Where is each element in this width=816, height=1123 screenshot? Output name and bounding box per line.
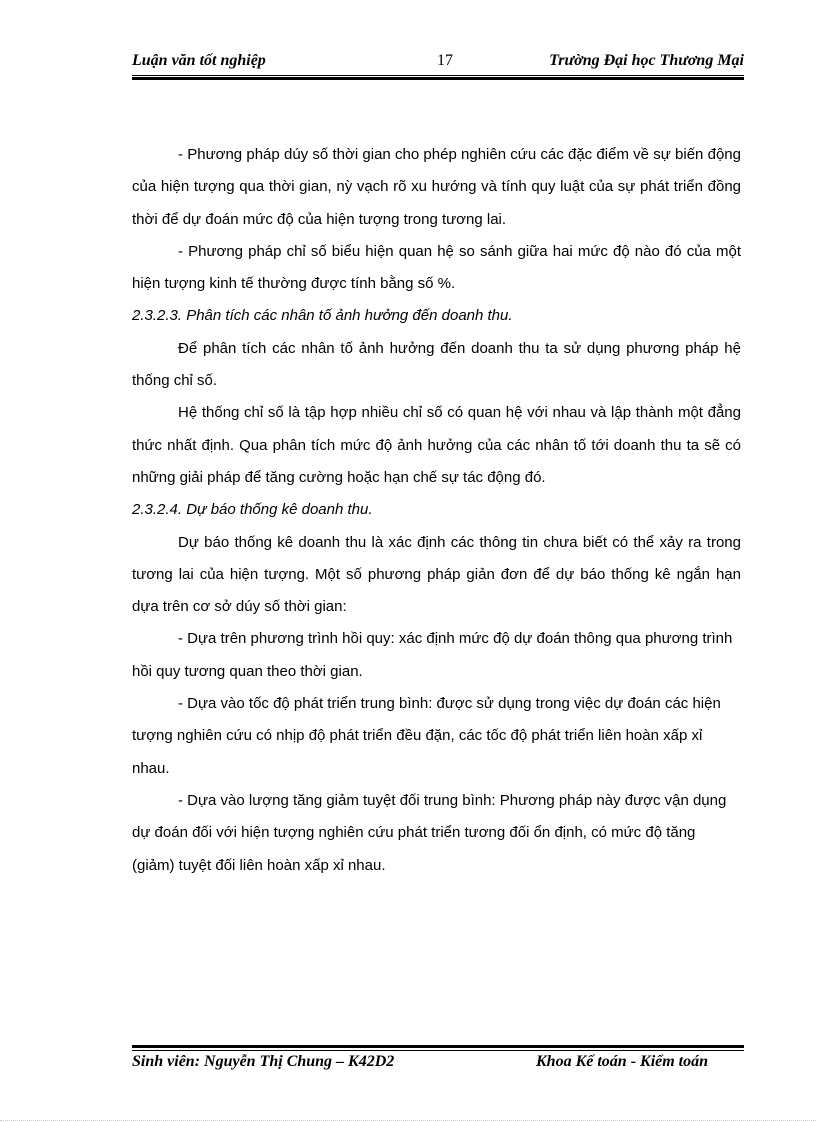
paragraph-index-system: Hệ thống chỉ số là tập hợp nhiều chỉ số có quan hệ với nhau và lập thành một đẳng thức nhất định. Qua phân tích mức độ ảnh hưởng của các nhân tố tới doanh thu ta sẽ có những giải pháp để tăng cường hoặc hạn chế sự tác động đó. (132, 404, 741, 486)
paragraph-time-series-method: - Phương pháp dúy số thời gian cho phép nghiên cứu các đặc điểm về sự biến động của hiện tượng qua thời gian, nỳ vạch rõ xu hướng và tính quy luật của sự phát triển đồng thời để dự đoán mức độ của hiện tượng trong tương lai. (132, 146, 741, 228)
footer-rule-thin (132, 1050, 744, 1051)
page-body (132, 139, 741, 882)
section-heading-revenue-forecast: 2.3.2.4. Dự báo thống kê doanh thu. (132, 501, 373, 519)
page-number: 17 (437, 52, 453, 69)
paragraph-average-growth-rate: - Dựa vào tốc độ phát triển trung bình: được sử dụng trong việc dự đoán các hiện tượng nghiên cứu có nhịp độ phát triển đều đặn, các tốc độ phát triển liên hoàn xấp xỉ nhau. (132, 695, 721, 777)
header-university-name: Trường Đại học Thương Mại (549, 52, 744, 69)
page-header (132, 50, 744, 74)
footer-student-name: Sinh viên: Nguyễn Thị Chung – K42D2 (132, 1053, 395, 1070)
paragraph-average-absolute-change: - Dựa vào lượng tăng giảm tuyệt đối trung bình: Phương pháp này được vận dụng dự đoán đối với hiện tượng nghiên cứu phát triển tương đối ổn định, có mức độ tăng (giảm) tuyệt đối liên hoàn xấp xỉ nhau. (132, 791, 727, 874)
paragraph-forecast-intro: Dự báo thống kê doanh thu là xác định các thông tin chưa biết có thể xảy ra trong tương lai của hiện tượng. Một số phương pháp giản đơn để dự báo thống kê ngắn hạn dựa trên cơ sở dúy số thời gian: (132, 533, 741, 616)
page-edge-divider (0, 1120, 816, 1121)
header-rule-thin (132, 75, 744, 76)
section-heading-factor-analysis: 2.3.2.3. Phân tích các nhân tố ảnh hưởng đến doanh thu. (132, 307, 513, 325)
footer-department: Khoa Kế toán - Kiểm toán (536, 1053, 709, 1070)
header-rule-thick (132, 77, 744, 80)
footer-rule-thick (132, 1045, 744, 1048)
paragraph-index-method: - Phương pháp chỉ số biểu hiện quan hệ so sánh giữa hai mức độ nào đó của một hiện tượng kinh tế thường được tính bằng số %. (132, 242, 741, 293)
paragraph-factor-analysis-intro: Để phân tích các nhân tố ảnh hưởng đến doanh thu ta sử dụng phương pháp hệ thống chỉ số. (132, 339, 741, 390)
paragraph-regression-method: - Dựa trên phương trình hồi quy: xác định mức độ dự đoán thông qua phương trình hồi quy tương quan theo thời gian. (132, 630, 733, 680)
header-thesis-label: Luận văn tốt nghiệp (132, 52, 266, 69)
